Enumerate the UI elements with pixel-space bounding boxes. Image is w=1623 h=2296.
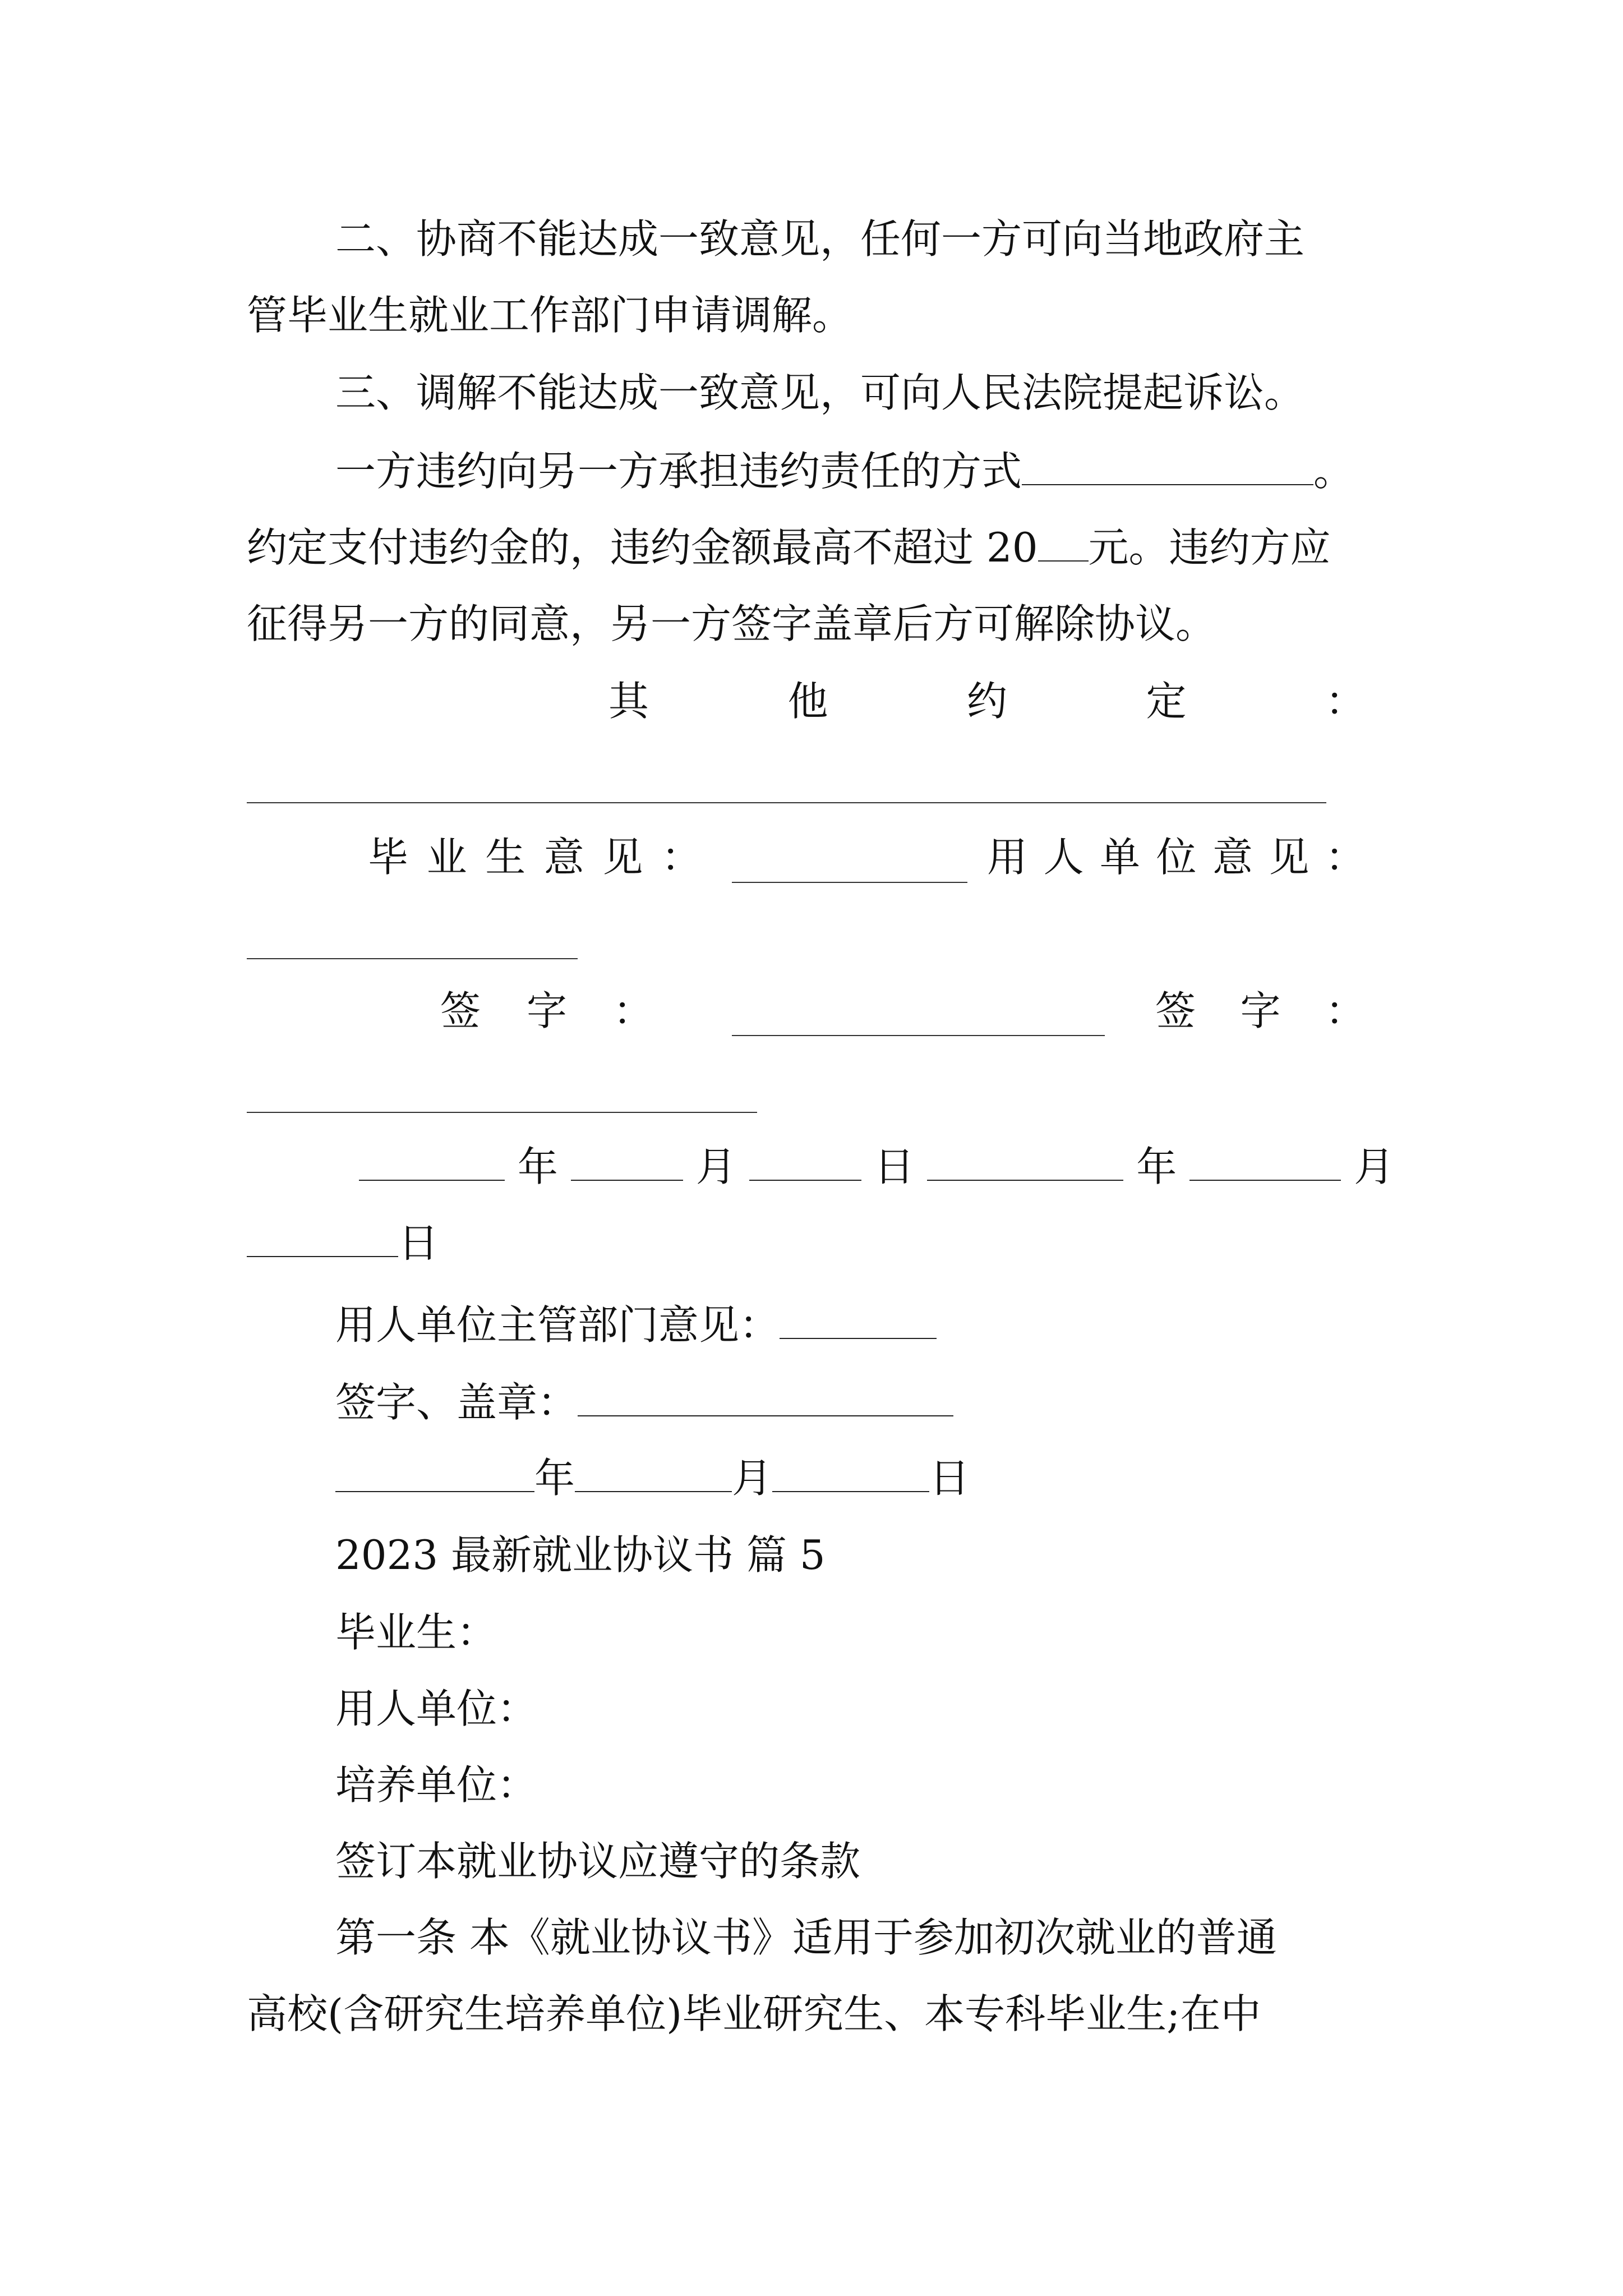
other-char-3: 约 [966,678,1007,725]
signature-char: ： [612,987,653,1034]
breach-period: 。 [1313,448,1354,495]
dept-opinion-label: 用人单位主管部门意见： [335,1301,780,1349]
other-char-4: 定 [1146,678,1187,725]
employer-day-row [247,1215,439,1271]
employer-opinion-char: 位 [1156,834,1197,881]
graduate-opinion-char: 意 [543,834,584,881]
month-label: 月 [695,1143,736,1190]
dept-opinion-row [335,1297,937,1353]
signature-char: 签 [1155,987,1196,1034]
day-label: 日 [398,1220,439,1267]
month-label: 月 [732,1455,773,1502]
other-agreement-label [608,673,1366,729]
training-unit-field: 培养单位： [335,1761,538,1809]
article-one-line2: 高校(含研究生培养单位)毕业研究生、本专科毕业生;在中 [247,1990,1261,2037]
employer-opinion-char: 人 [1043,834,1084,881]
breach-method-blank[interactable] [1022,448,1313,485]
clause-two-line1: 二、协商不能达成一致意见，任何一方可向当地政府主 [335,215,1305,263]
dept-sign-label: 签字、盖章： [335,1379,578,1426]
graduate-signature-label [440,983,653,1039]
employer-opinion-char: ： [1325,834,1366,881]
employer-opinion-char: 见 [1269,834,1310,881]
graduate-opinion-char: 见 [602,834,643,881]
graduate-signature-blank[interactable] [732,1035,1105,1036]
other-char-5: ： [1325,678,1366,725]
graduate-year-blank[interactable] [359,1144,505,1181]
graduate-month-blank[interactable] [571,1144,683,1181]
year-label: 年 [1136,1143,1177,1190]
graduate-opinion-char: 生 [485,834,526,881]
clause-three: 三、调解不能达成一致意见，可向人民法院提起诉讼。 [335,369,1305,416]
breach-line3: 征得另一方的同意，另一方签字盖章后方可解除协议。 [247,600,1216,647]
employer-opinion-char: 意 [1212,834,1253,881]
signature-char: ： [1325,987,1366,1034]
employer-month-blank[interactable] [1189,1144,1341,1181]
penalty-amount-label: 约定支付违约金的，违约金额最高不超过 20 [247,524,1038,571]
graduate-opinion-char: ： [661,834,702,881]
dept-opinion-blank[interactable] [780,1302,937,1339]
breach-line2 [247,519,1331,576]
breach-line1 [335,443,1354,499]
graduate-opinion-char: 业 [426,834,467,881]
day-label: 日 [874,1143,915,1190]
graduate-day-blank[interactable] [749,1144,861,1181]
date-row [359,1139,1394,1195]
clause-two-line2: 管毕业生就业工作部门申请调解。 [247,292,853,339]
penalty-currency-text: 元。违约方应 [1088,524,1331,571]
other-agreement-blank[interactable] [247,802,1326,803]
employer-opinion-blank[interactable] [247,958,578,959]
penalty-amount-blank[interactable] [1038,524,1089,562]
signature-char: 字 [526,987,567,1034]
other-char-1: 其 [608,678,649,725]
terms-title: 签订本就业协议应遵守的条款 [335,1838,861,1885]
employer-field: 用人单位： [335,1685,538,1732]
dept-year-blank[interactable] [335,1455,534,1492]
employer-signature-blank[interactable] [247,1112,757,1113]
dept-sign-row [335,1374,953,1430]
dept-date-row [335,1450,970,1506]
graduate-field: 毕业生： [335,1609,497,1656]
employer-opinion-label [987,829,1366,885]
day-label: 日 [929,1455,970,1502]
employer-day-blank[interactable] [247,1220,398,1257]
dept-sign-blank[interactable] [578,1379,953,1416]
section-heading: 2023 最新就业协议书 篇 5 [335,1531,826,1579]
graduate-opinion-blank[interactable] [732,882,967,883]
dept-day-blank[interactable] [772,1455,929,1492]
employer-signature-label [1155,983,1366,1039]
employer-opinion-char: 用 [987,834,1028,881]
employer-year-blank[interactable] [927,1144,1123,1181]
signature-char: 签 [440,987,481,1034]
other-char-2: 他 [787,678,828,725]
article-one-line1: 第一条 本《就业协议书》适用于参加初次就业的普通 [335,1914,1277,1961]
signature-char: 字 [1240,987,1281,1034]
breach-method-label: 一方违约向另一方承担违约责任的方式 [335,448,1022,495]
dept-month-blank[interactable] [575,1455,732,1492]
year-label: 年 [534,1455,575,1502]
graduate-opinion-label [368,829,702,885]
month-label: 月 [1354,1143,1395,1190]
employer-opinion-char: 单 [1099,834,1140,881]
year-label: 年 [517,1143,558,1190]
graduate-opinion-char: 毕 [368,834,409,881]
